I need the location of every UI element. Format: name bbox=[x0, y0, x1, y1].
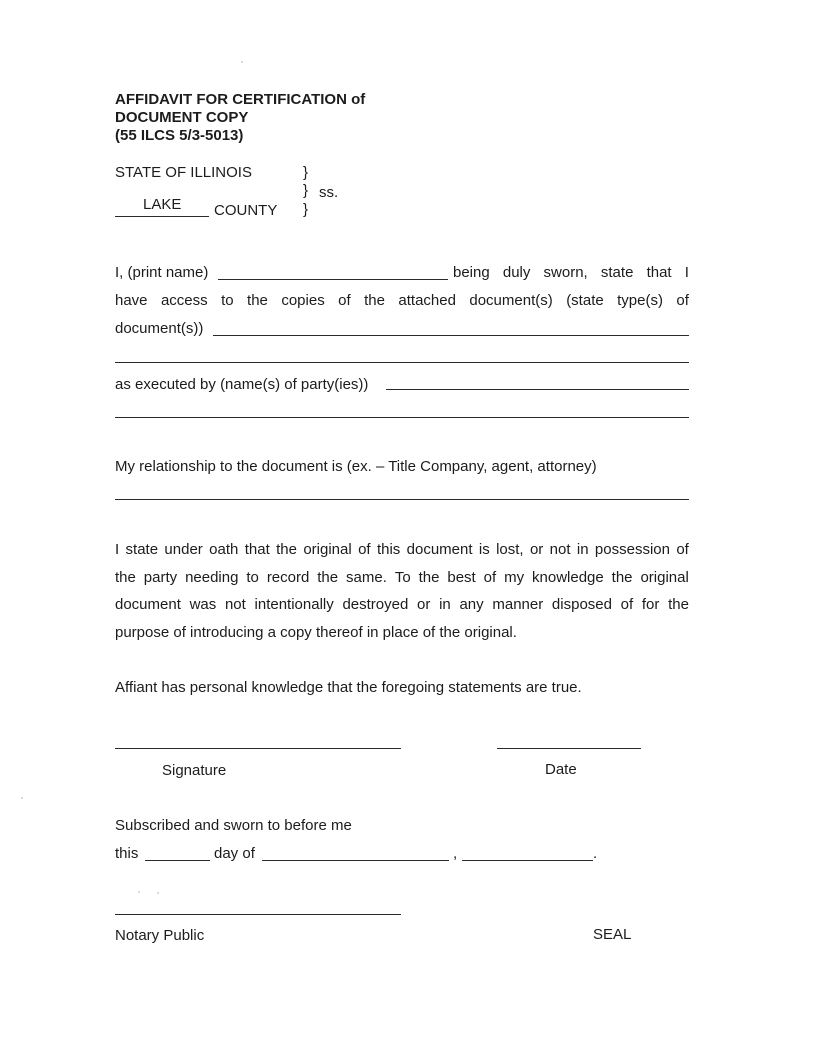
word: of bbox=[676, 292, 689, 309]
word: not bbox=[549, 541, 571, 558]
word: or bbox=[417, 596, 431, 613]
word: state bbox=[600, 264, 634, 281]
affiant-statement: Affiant has personal knowledge that the foregoing statements are true. bbox=[115, 679, 582, 696]
scan-speck bbox=[21, 797, 23, 799]
seal-label: SEAL bbox=[593, 926, 632, 943]
venue-brace-top: } bbox=[303, 164, 309, 181]
word: destroyed bbox=[342, 596, 409, 613]
document-title-line-1: AFFIDAVIT FOR CERTIFICATION of bbox=[115, 91, 366, 108]
document-type-field-continued[interactable] bbox=[115, 362, 689, 363]
print-name-label: I, (print name) bbox=[115, 264, 209, 281]
word: same. bbox=[346, 569, 387, 586]
period-mark: . bbox=[593, 845, 598, 862]
word: manner bbox=[492, 596, 544, 613]
word: best bbox=[447, 569, 476, 586]
signature-line[interactable] bbox=[115, 748, 401, 749]
notary-public-label: Notary Public bbox=[115, 927, 205, 944]
word: for bbox=[641, 596, 660, 613]
word: my bbox=[504, 569, 525, 586]
word: document(s) bbox=[469, 292, 553, 309]
date-line[interactable] bbox=[497, 748, 641, 749]
this-label: this bbox=[115, 845, 139, 862]
word: original bbox=[303, 541, 352, 558]
month-field[interactable] bbox=[262, 860, 449, 861]
county-label: COUNTY bbox=[214, 202, 278, 219]
word: duly bbox=[502, 264, 531, 281]
executed-by-label: as executed by (name(s) of party(ies)) bbox=[115, 376, 369, 393]
county-field-line[interactable] bbox=[115, 216, 209, 217]
word: any bbox=[459, 596, 484, 613]
scan-speck bbox=[157, 892, 159, 894]
ss-label: ss. bbox=[319, 184, 339, 201]
relationship-label: My relationship to the document is (ex. – Title Company, agent, attorney) bbox=[115, 458, 597, 475]
word: of bbox=[338, 292, 351, 309]
word: oath bbox=[209, 541, 239, 558]
word: needing bbox=[185, 569, 239, 586]
oath-line-3 bbox=[115, 596, 689, 613]
relationship-field[interactable] bbox=[115, 499, 689, 500]
date-label: Date bbox=[545, 761, 577, 778]
word: the bbox=[115, 569, 136, 586]
oath-line-2 bbox=[115, 569, 689, 586]
word: to bbox=[221, 292, 234, 309]
word: document bbox=[406, 541, 473, 558]
word: copies bbox=[281, 292, 325, 309]
word: that bbox=[244, 541, 270, 558]
scan-speck bbox=[138, 891, 140, 893]
executed-by-field[interactable] bbox=[386, 389, 689, 390]
access-statement-text bbox=[115, 292, 689, 309]
word: of bbox=[483, 569, 497, 586]
word: I bbox=[115, 541, 120, 558]
oath-line-4: purpose of introducing a copy thereof in place of the original. bbox=[115, 624, 517, 641]
signature-label: Signature bbox=[162, 762, 227, 779]
executed-by-field-continued[interactable] bbox=[115, 417, 689, 418]
word: the bbox=[364, 292, 385, 309]
scan-speck bbox=[241, 61, 243, 63]
word: the bbox=[611, 569, 633, 586]
comma-separator: , bbox=[453, 845, 458, 862]
day-field[interactable] bbox=[145, 860, 210, 861]
subscribed-sworn-text: Subscribed and sworn to before me bbox=[115, 817, 352, 834]
print-name-field[interactable] bbox=[218, 279, 448, 280]
word: in bbox=[439, 596, 451, 613]
word: attached bbox=[398, 292, 456, 309]
statute-citation: (55 ILCS 5/3-5013) bbox=[115, 127, 244, 144]
word: being bbox=[453, 264, 490, 281]
word: original bbox=[640, 569, 689, 586]
day-of-label: day of bbox=[214, 845, 255, 862]
word: of bbox=[620, 596, 634, 613]
word: possession bbox=[594, 541, 670, 558]
state-label: STATE OF ILLINOIS bbox=[115, 164, 252, 181]
word: intentionally bbox=[254, 596, 334, 613]
word: lost, bbox=[496, 541, 524, 558]
word: under bbox=[164, 541, 203, 558]
document-type-field[interactable] bbox=[213, 335, 689, 336]
documents-label: document(s)) bbox=[115, 320, 204, 337]
word: type(s) bbox=[617, 292, 663, 309]
word: not bbox=[224, 596, 246, 613]
word: the bbox=[247, 292, 268, 309]
word: document bbox=[115, 596, 181, 613]
word: of bbox=[358, 541, 371, 558]
word: the bbox=[276, 541, 297, 558]
word: this bbox=[376, 541, 401, 558]
word: the bbox=[317, 569, 339, 586]
year-field[interactable] bbox=[462, 860, 593, 861]
word: party bbox=[143, 569, 178, 586]
word: of bbox=[676, 541, 689, 558]
document-title-line-2: DOCUMENT COPY bbox=[115, 109, 249, 126]
word: state bbox=[125, 541, 159, 558]
venue-brace-middle: } bbox=[303, 182, 309, 199]
word: I bbox=[684, 264, 689, 281]
word: have bbox=[115, 292, 148, 309]
word: record bbox=[266, 569, 310, 586]
word: is bbox=[478, 541, 490, 558]
word: access bbox=[160, 292, 208, 309]
venue-brace-bottom: } bbox=[303, 201, 309, 218]
word: the bbox=[668, 596, 689, 613]
word: To bbox=[394, 569, 411, 586]
word: disposed bbox=[551, 596, 612, 613]
word: (state bbox=[566, 292, 604, 309]
word: the bbox=[418, 569, 440, 586]
word: that bbox=[646, 264, 672, 281]
word: was bbox=[189, 596, 217, 613]
county-value: LAKE bbox=[143, 196, 182, 213]
oath-line-1 bbox=[115, 541, 689, 558]
word: to bbox=[246, 569, 259, 586]
word: knowledge bbox=[532, 569, 604, 586]
word: or bbox=[529, 541, 544, 558]
notary-signature-line[interactable] bbox=[115, 914, 401, 915]
word: sworn, bbox=[543, 264, 588, 281]
word: in bbox=[576, 541, 589, 558]
sworn-statement-text bbox=[453, 264, 689, 281]
